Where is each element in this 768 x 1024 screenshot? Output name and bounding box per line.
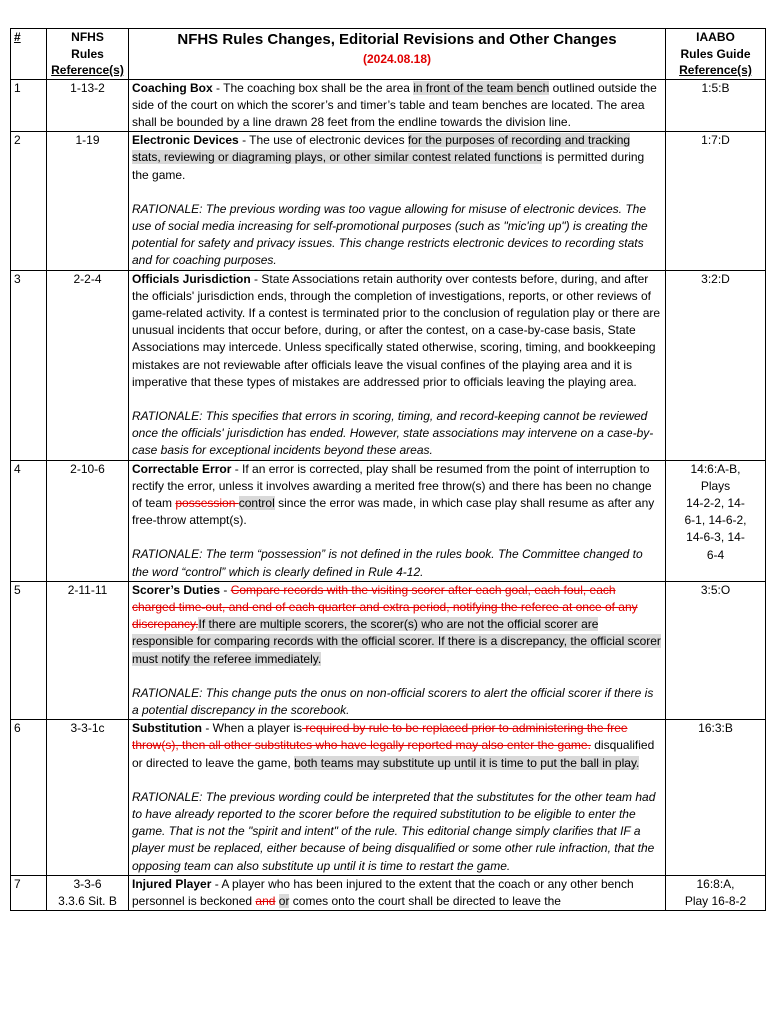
highlighted-revision-text: in front of the team bench [413,80,550,95]
iaabo-reference-line: 6-4 [706,547,725,562]
rule-text: comes onto the court shall be directed to leave the [289,894,561,909]
iaabo-ref-line-3: Reference(s) [679,63,752,77]
row-number: 5 [11,581,47,719]
nfhs-reference-line: 1-19 [75,133,100,148]
row-number: 7 [11,875,47,910]
table-row [11,270,766,460]
iaabo-guide-reference [666,132,766,270]
rule-title: Electronic Devices [132,133,239,148]
highlighted-revision-text: for the purposes of recording and tracking stats, reviewing or diagraming plays, or other similar contest related functions [132,133,631,165]
nfhs-reference [47,79,129,132]
nfhs-reference-line: 3-3-1c [70,721,105,736]
paragraph-spacer [132,529,662,546]
rules-changes-table [10,28,766,911]
rationale-text: RATIONALE: The previous wording could be interpreted that the substitutes for the other team had to have already reported to the scorer before the required substitution to be eligible to enter the game. That is not the "spirit and intent" of the rule. This editorial change simply clarifies that IF a player must be replaced, either because of being disqualified or some other rule infraction, that the opposing team can also substitute up until it is time to restart the game. [132,789,656,873]
row-number: 2 [11,132,47,270]
iaabo-reference-line: 14-6-3, 14- [686,530,745,545]
nfhs-ref-line-2: Rules [71,46,104,61]
table-header-row [11,29,766,80]
document-title: NFHS Rules Changes, Editorial Revisions and Other Changes [177,31,617,48]
rule-change-description [129,581,666,719]
row-number: 1 [11,79,47,132]
table-row [11,875,766,910]
paragraph-spacer [132,772,662,789]
rule-change-description [129,875,666,910]
iaabo-reference-line: 1:5:B [701,80,730,95]
row-number: 4 [11,460,47,581]
nfhs-reference-line: 3.3.6 Sit. B [58,894,117,909]
rationale-text: RATIONALE: The term “possession” is not defined in the rules book. The Committee changed to the word “control” which is clearly defined in Rule 4-12. [132,547,643,579]
highlighted-revision-text: control [238,495,275,510]
nfhs-reference [47,460,129,581]
highlighted-revision-text: or [278,894,290,909]
nfhs-ref-line-3: Reference(s) [51,63,124,77]
iaabo-reference-column-header [666,29,766,80]
nfhs-reference [47,132,129,270]
nfhs-reference [47,270,129,460]
document-title-cell [129,29,666,80]
nfhs-reference-line: 2-10-6 [70,461,105,476]
paragraph-spacer [132,391,662,408]
rule-change-description [129,132,666,270]
table-body [11,79,766,911]
nfhs-reference-line: 1-13-2 [70,80,105,95]
table-row [11,132,766,270]
rule-change-description [129,720,666,876]
row-number: 3 [11,270,47,460]
iaabo-reference-line: 14:6:A-B, [690,461,741,476]
document-date: (2024.08.18) [362,52,432,66]
rule-text: since the error was made, in which case play shall resume as after any free-throw attempt(s). [132,495,655,528]
table-row [11,79,766,132]
rule-title: Scorer’s Duties [132,582,221,597]
iaabo-reference-line: 3:5:O [700,582,731,597]
rule-text: - A player who has been injured to the extent that the coach or any other bench personnel is beckoned [132,876,634,909]
table-row [11,720,766,876]
nfhs-ref-line-1: NFHS [71,30,104,44]
number-column-header: # [11,29,47,80]
highlighted-revision-text: If there are multiple scorers, the scorer(s) who are not the official scorer are responsible for comparing records with the official scorer. If there is a discrepancy, the official scorer must notify the referee immediately. [132,617,661,666]
struck-deleted-text: Compare records with the visiting scorer after each goal, each foul, each charged time-out, and end of each quarter and extra period, notifying the referee at once of any discrepancy. [132,582,638,632]
iaabo-reference-line: Play 16-8-2 [684,894,747,909]
nfhs-reference [47,581,129,719]
iaabo-reference-line: 1:7:D [701,133,730,148]
rationale-text: RATIONALE: This specifies that errors in scoring, timing, and record-keeping cannot be reviewed once the officials' jurisdiction has ended. However, state associations may intervene on a case-by-case basis for exceptional incidents beyond these areas. [132,408,654,458]
rule-text: disqualified or directed to leave the game, [132,738,655,770]
iaabo-ref-line-2: Rules Guide [680,46,751,61]
rationale-text: RATIONALE: The previous wording was too vague allowing for misuse of electronic devices. The use of social media increasing for self-promotional purposes (such as "mic'ing up") is creating the potential for safety and privacy issues. This change restricts electronic devices to recording stats and for coaching purposes. [132,201,648,268]
rule-change-description [129,270,666,460]
iaabo-reference-line: 6-1, 14-6-2, [684,513,747,528]
iaabo-ref-line-1: IAABO [696,30,735,44]
rule-title: Officials Jurisdiction [132,271,251,286]
table-row [11,581,766,719]
rule-text: - When a player is [201,721,303,736]
rule-title: Injured Player [132,876,212,891]
iaabo-guide-reference [666,581,766,719]
highlighted-revision-text: both teams may substitute up until it is time to put the ball in play. [294,755,640,770]
rationale-text: RATIONALE: This change puts the onus on non-official scorers to alert the official scorer if there is a potential discrepancy in the scorebook. [132,685,654,717]
struck-deleted-text: and [255,894,276,909]
iaabo-reference-line: 14-2-2, 14- [686,495,745,510]
nfhs-reference-line: 2-11-11 [67,582,108,597]
struck-deleted-text: required by rule to be replaced prior to administering the free throw(s), then all other substitutes who have legally reported may also enter the game. [132,721,628,753]
nfhs-reference-column-header [47,29,129,80]
iaabo-reference-line: 3:2:D [701,271,730,286]
iaabo-guide-reference [666,460,766,581]
iaabo-reference-line: 16:8:A, [696,876,735,891]
iaabo-guide-reference [666,79,766,132]
nfhs-reference [47,875,129,910]
iaabo-reference-line: 16:3:B [698,721,733,736]
nfhs-reference-line: 2-2-4 [73,271,102,286]
iaabo-reference-line: Plays [700,478,731,493]
nfhs-reference [47,720,129,876]
rule-text: - The coaching box shall be the area [212,80,414,95]
rule-text: outlined outside the side of the court on which the scorer’s and timer’s table and team benches are located. The area shall be bounded by a line drawn 28 feet from the endline towards the division line. [132,80,657,129]
rule-text: - The use of electronic devices [238,133,408,148]
iaabo-guide-reference [666,875,766,910]
rule-text: is permitted during the game. [132,150,645,182]
iaabo-guide-reference [666,270,766,460]
rule-text: - [220,582,231,597]
paragraph-spacer [132,668,662,685]
rule-change-description [129,460,666,581]
rule-text: - State Associations retain authority over contests before, during, and after the officials' jurisdiction ends, through the completion of investigations, reports, or other reviews of game-related activity. If a contest is terminated prior to the conclusion of regulation play or there are unusual incidents that occur before, during, or after the contest, on a case-by-case basis, State Associations may intercede. Unless specifically stated otherwise, scoring, timing, and bookkeeping mistakes are not reviewable after officials leave the visual confines of the playing area and it is imperative that these types of mistakes are addressed prior to officials leaving the playing area. [132,271,661,389]
iaabo-guide-reference [666,720,766,876]
rule-text: - If an error is corrected, play shall be resumed from the point of interruption to rectify the error, unless it involves awarding a merited free throw(s) and there has been no change of team [132,461,652,510]
row-number: 6 [11,720,47,876]
rule-title: Substitution [132,721,202,736]
rule-change-description [129,79,666,132]
rule-title: Coaching Box [132,80,213,95]
struck-deleted-text: possession [175,495,239,510]
nfhs-reference-line: 3-3-6 [73,876,102,891]
paragraph-spacer [132,184,662,201]
rule-title: Correctable Error [132,461,232,476]
table-row [11,460,766,581]
